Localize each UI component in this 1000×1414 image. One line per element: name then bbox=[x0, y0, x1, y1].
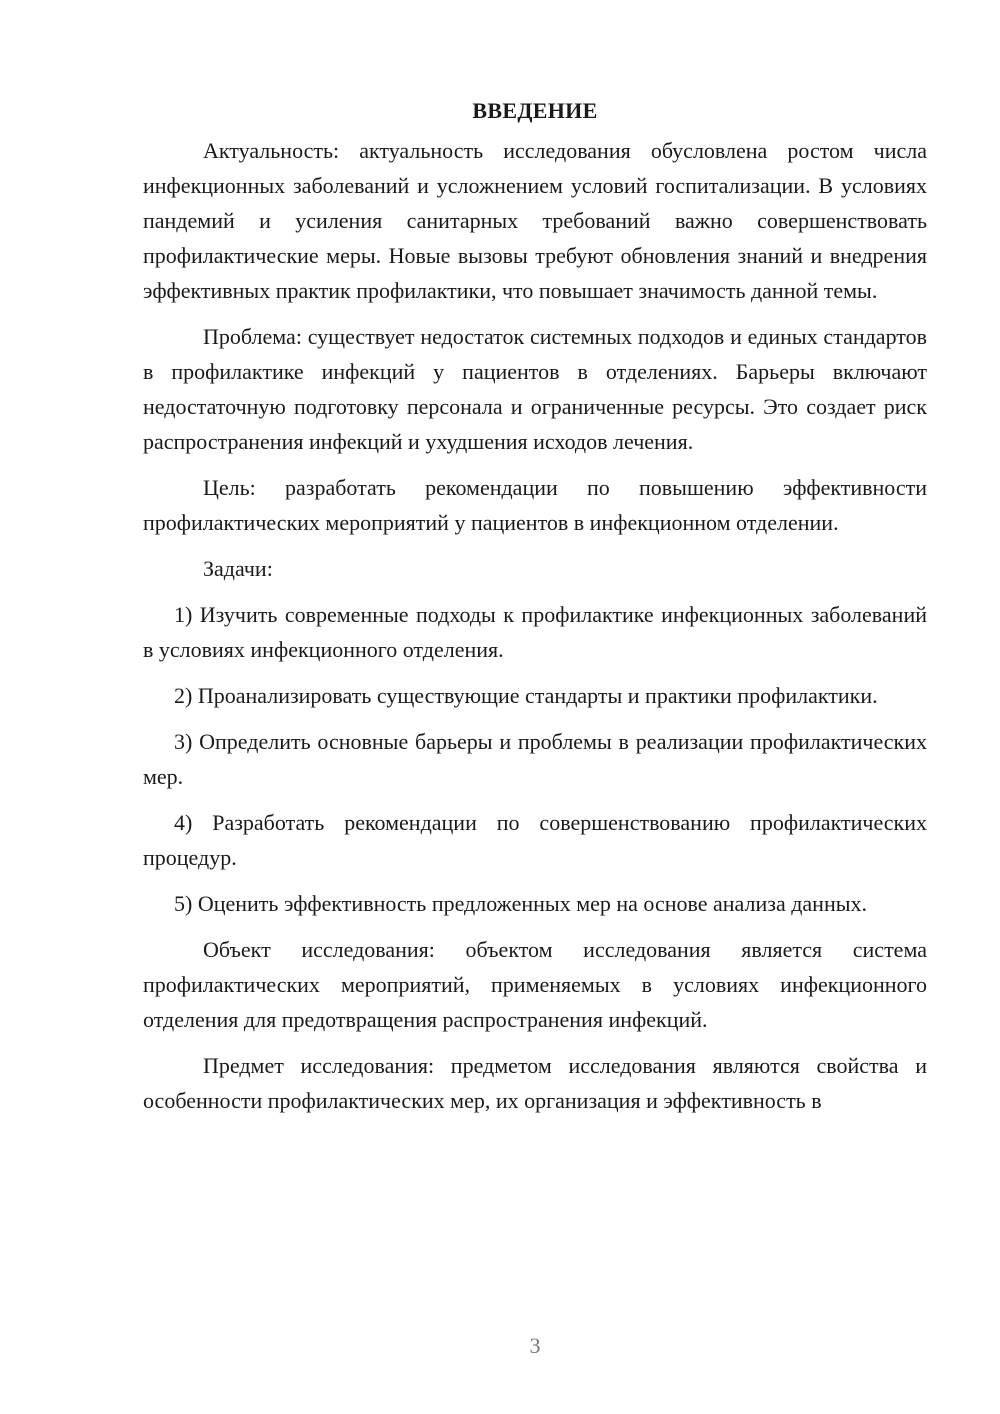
paragraph-subject: Предмет исследования: предметом исследования являются свойства и особенности профилактических мер, их организация и эффективность в bbox=[143, 1053, 927, 1113]
paragraph-goal: Цель: разработать рекомендации по повышению эффективности профилактических мероприятий у пациентов в инфекционном отделении. bbox=[143, 475, 927, 535]
section-title: ВВЕДЕНИЕ bbox=[472, 98, 598, 123]
task-item-4: 4) Разработать рекомендации по совершенствованию профилактических процедур. bbox=[143, 810, 927, 870]
task-item-5: 5) Оценить эффективность предложенных мер на основе анализа данных. bbox=[174, 891, 868, 916]
paragraph-relevance: Актуальность: актуальность исследования обусловлена ростом числа инфекционных заболеваний и усложнением условий госпитализации. В условиях пандемий и усиления санитарных требований важно совершенствовать профилактические меры. Новые вызовы требуют обновления знаний и внедрения эффективных практик профилактики, что повышает значимость данной темы. bbox=[143, 138, 927, 303]
task-item-1: 1) Изучить современные подходы к профилактике инфекционных заболеваний в условиях инфекционного отделения. bbox=[143, 602, 927, 662]
task-item-2: 2) Проанализировать существующие стандарты и практики профилактики. bbox=[174, 683, 878, 708]
page-content bbox=[143, 93, 927, 1118]
paragraph-object: Объект исследования: объектом исследования является система профилактических мероприятий, применяемых в условиях инфекционного отделения для предотвращения распространения инфекций. bbox=[143, 937, 927, 1032]
paragraph-tasks-heading: Задачи: bbox=[203, 556, 273, 581]
page-number: 3 bbox=[529, 1333, 541, 1358]
paragraph-problem: Проблема: существует недостаток системных подходов и единых стандартов в профилактике инфекций у пациентов в отделениях. Барьеры включают недостаточную подготовку персонала и ограниченные ресурсы. Это создает риск распространения инфекций и ухудшения исходов лечения. bbox=[143, 324, 927, 454]
task-item-3: 3) Определить основные барьеры и проблемы в реализации профилактических мер. bbox=[143, 729, 927, 789]
